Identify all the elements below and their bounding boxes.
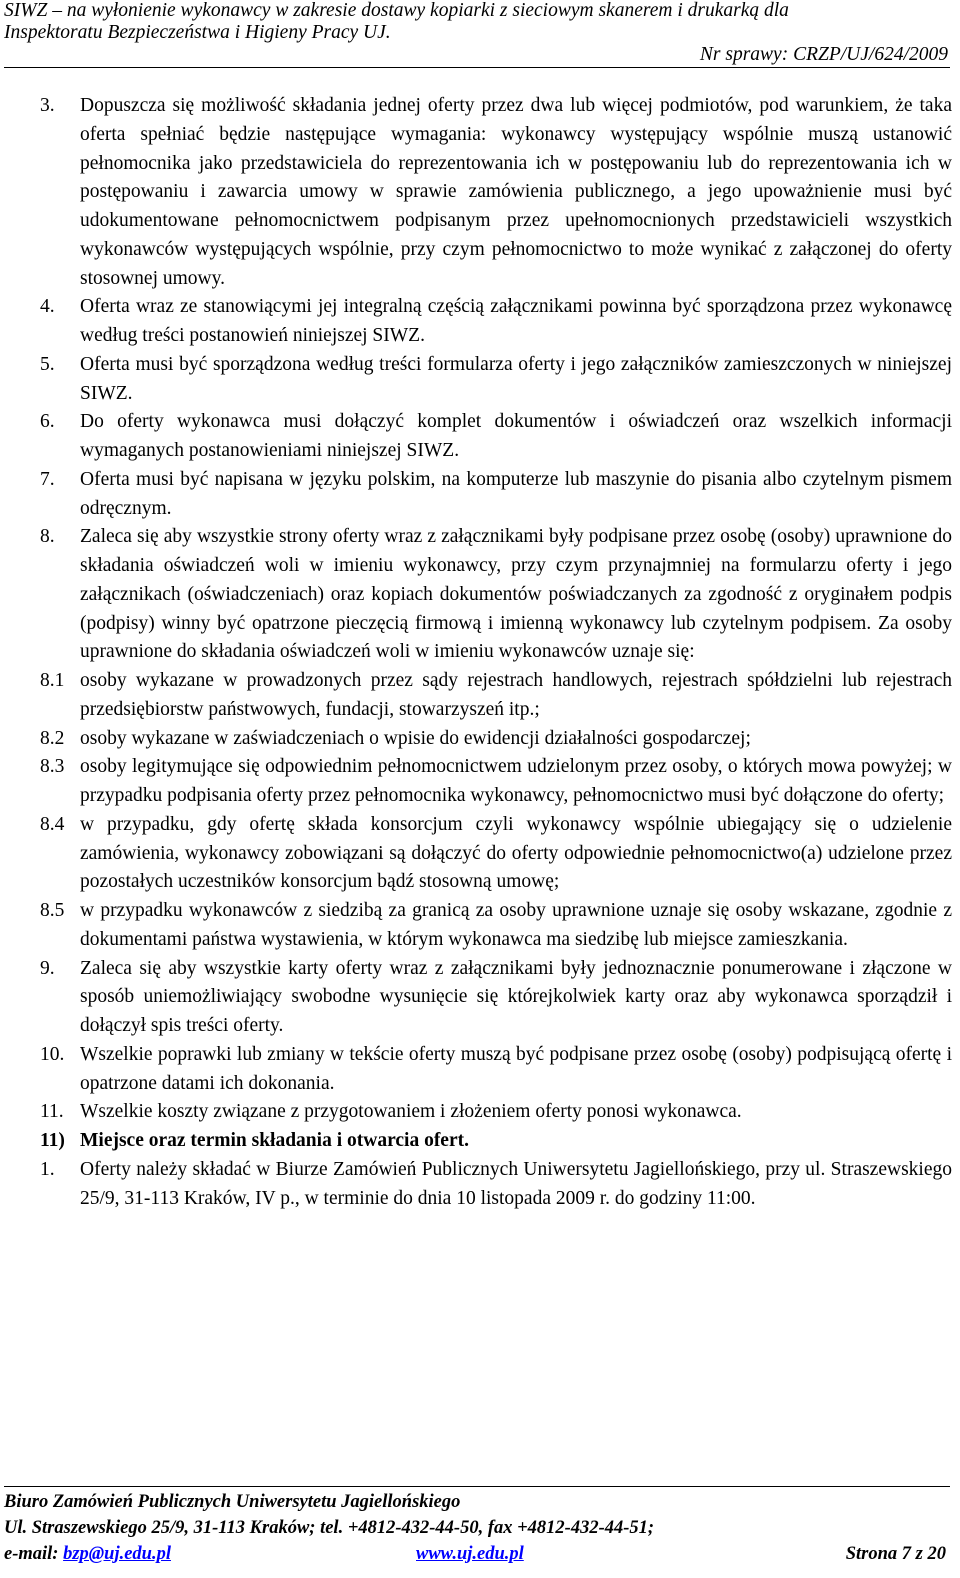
list-item <box>40 1098 952 1127</box>
item-text: Oferta musi być sporządzona według treści formularza oferty i jego załączników zamieszczonych w niniejszej SIWZ. <box>80 353 952 404</box>
item-text: Oferta wraz ze stanowiącymi jej integralną częścią załącznikami powinna być sporządzona przez wykonawcę według treści postanowień niniejszej SIWZ. <box>80 296 952 346</box>
list-item <box>40 667 952 725</box>
item-number: 7. <box>40 468 55 490</box>
email-link[interactable]: bzp@uj.edu.pl <box>63 1544 171 1564</box>
item-number: 9. <box>40 957 55 979</box>
footer-office-name: Biuro Zamówień Publicznych Uniwersytetu Jagiellońskiego <box>4 1492 461 1512</box>
item-text: osoby legitymujące się odpowiednim pełnomocnictwem udzielonym przez osoby, o których mowa powyżej; w przypadku podpisania oferty przez pełnomocnika wykonawcy, pełnomocnictwo musi być dołączone do oferty; <box>80 756 952 806</box>
item-text: Zaleca się aby wszystkie strony oferty wraz z załącznikami były podpisane przez osobę (osoby) uprawnione do składania oświadczeń woli w imieniu wykonawcy, przy czym przynajmniej na formularzu oferty i jego załącznikach (oświadczeniach) oraz kopiach dokumentów poświadczanych za zgodność z oryginałem podpis (podpisy) winny być opatrzone pieczęcią firmową i imienną wykonawcy lub czytelnym podpisem. Za osoby uprawnione do składania oświadczeń woli w imieniu wykonawców uznaje się: <box>80 526 952 663</box>
email-label: e-mail: <box>4 1544 64 1564</box>
header-title-line2: Inspektoratu Bezpieczeństwa i Higieny Pracy UJ. <box>4 22 391 43</box>
list-item <box>40 523 952 667</box>
page-number: Strona 7 z 20 <box>845 1544 946 1564</box>
section-number: 11) <box>40 1130 65 1151</box>
item-text: Do oferty wykonawca musi dołączyć komplet dokumentów i oświadczeń oraz wszelkich informacji wymaganych postanowieniami niniejszej SIWZ. <box>80 411 952 461</box>
website-link[interactable]: www.uj.edu.pl <box>416 1544 524 1564</box>
list-item <box>40 92 952 293</box>
list-item <box>40 351 952 409</box>
list-item <box>40 725 952 754</box>
list-item <box>40 897 952 955</box>
item-number: 8.2 <box>40 727 65 749</box>
item-number: 8.1 <box>40 670 65 691</box>
item-number: 8.5 <box>40 900 65 921</box>
list-item <box>40 1041 952 1099</box>
item-text: osoby wykazane w prowadzonych przez sądy rejestrach handlowych, rejestrach spółdzielni lub rejestrach przedsiębiorstw państwowych, fundacji, stowarzyszeń itp.; <box>80 670 952 720</box>
list-item <box>40 1156 952 1214</box>
item-text: Oferty należy składać w Biurze Zamówień Publicznych Uniwersytetu Jagiellońskiego, przy ul. Straszewskiego 25/9, 31-113 Kraków, IV p., w terminie do dnia 10 listopada 2009 r. do godziny 11:00. <box>80 1158 952 1209</box>
case-number: Nr sprawy: CRZP/UJ/624/2009 <box>699 44 948 65</box>
list-item <box>40 408 952 466</box>
section-heading <box>40 1127 952 1156</box>
footer-contact-line <box>4 1544 950 1565</box>
item-number: 11. <box>40 1101 64 1123</box>
document-body <box>40 92 952 1213</box>
item-number: 10. <box>40 1043 65 1065</box>
item-number: 5. <box>40 353 55 375</box>
item-number: 8.3 <box>40 756 65 778</box>
list-item <box>40 293 952 351</box>
item-number: 8.4 <box>40 813 65 835</box>
item-text: Oferta musi być napisana w języku polskim, na komputerze lub maszynie do pisania albo czytelnym pismem odręcznym. <box>80 468 952 519</box>
item-number: 3. <box>40 95 55 116</box>
footer-divider <box>4 1486 950 1487</box>
list-item <box>40 955 952 1041</box>
item-text: Zaleca się aby wszystkie karty oferty wraz z załącznikami były jednoznacznie ponumerowane i złączone w sposób uniemożliwiający swobodne wysunięcie się którejkolwiek karty oraz aby wykonawca sporządził i dołączył spis treści oferty. <box>80 957 952 1036</box>
list-item <box>40 466 952 524</box>
item-text: w przypadku wykonawców z siedzibą za granicą za osoby uprawnione uznaje się osoby wskazane, zgodnie z dokumentami państwa wystawienia, w którym wykonawca ma siedzibę lub miejsce zamieszkania. <box>80 900 952 950</box>
footer-address: Ul. Straszewskiego 25/9, 31-113 Kraków; tel. +4812-432-44-50, fax +4812-432-44-51; <box>4 1518 655 1538</box>
item-text: Wszelkie koszty związane z przygotowaniem i złożeniem oferty ponosi wykonawca. <box>80 1101 742 1123</box>
item-text: Dopuszcza się możliwość składania jednej oferty przez dwa lub więcej podmiotów, pod warunkiem, że taka oferta spełniać będzie następujące wymagania: wykonawcy występujący wspólnie muszą ustanowić pełnomocnika jako przedstawiciela do reprezentowania ich w postępowaniu lub do reprezentowania ich w postępowaniu i zawarcia umowy w sprawie zamówienia publicznego, a jego upoważnienie musi być udokumentowane pełnomocnictwem podpisanym przez upełnomocnionych przedstawicieli wszystkich wykonawców występujących wspólnie, przy czym pełnomocnictwo to może wynikać z załączonej do oferty stosownej umowy. <box>80 95 952 289</box>
item-text: w przypadku, gdy ofertę składa konsorcjum czyli wykonawcy wspólnie ubiegający się o udzielenie zamówienia, wykonawcy zobowiązani są dołączyć do oferty odpowiednie pełnomocnictwo(a) udzielone przez pozostałych uczestników konsorcjum bądź stosowną umowę; <box>80 813 952 893</box>
list-item <box>40 811 952 897</box>
item-number: 6. <box>40 411 55 433</box>
item-number: 4. <box>40 296 55 318</box>
item-text: Wszelkie poprawki lub zmiany w tekście oferty muszą być podpisane przez osobę (osoby) podpisującą ofertę i opatrzone datami ich dokonania. <box>80 1043 952 1094</box>
section-title: Miejsce oraz termin składania i otwarcia ofert. <box>80 1130 469 1151</box>
item-number: 1. <box>40 1158 55 1180</box>
header-title-line1: SIWZ – na wyłonienie wykonawcy w zakresie dostawy kopiarki z sieciowym skanerem i drukarką dla <box>4 0 789 21</box>
header-divider <box>4 67 950 68</box>
page-footer <box>4 1486 954 1576</box>
list-item <box>40 753 952 811</box>
item-number: 8. <box>40 526 55 548</box>
item-text: osoby wykazane w zaświadczeniach o wpisie do ewidencji działalności gospodarczej; <box>80 727 751 749</box>
page-header <box>4 0 954 68</box>
